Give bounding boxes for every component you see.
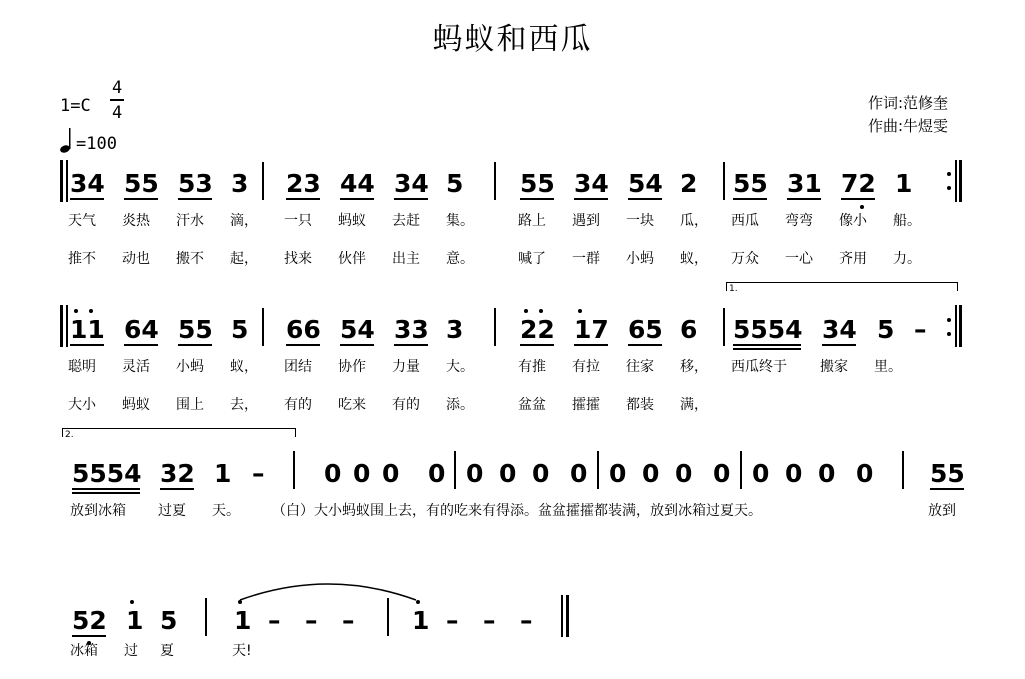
lyric: 往家	[626, 359, 654, 375]
barline	[723, 308, 725, 346]
lyric: 遇到	[572, 213, 600, 229]
rest: 0	[818, 459, 836, 488]
note: 53	[178, 169, 213, 198]
lyric: 添。	[446, 397, 474, 413]
lyric: 过夏	[158, 503, 186, 519]
lyric: 盆盆	[518, 397, 546, 413]
note: 1	[412, 606, 430, 635]
first-ending-label: 1.	[729, 284, 738, 294]
beam	[286, 344, 320, 346]
rest: 0	[642, 459, 660, 488]
note: 2	[680, 169, 698, 198]
beam	[841, 198, 875, 200]
rest: 0	[353, 459, 371, 488]
lyric: 齐用	[839, 251, 867, 267]
lyric: 聪明	[68, 359, 96, 375]
beam	[930, 488, 964, 490]
beam	[160, 488, 194, 490]
lyric: 意。	[446, 251, 474, 267]
note: 6	[680, 315, 698, 344]
lower-octave-dot	[860, 205, 864, 209]
rest: 0	[324, 459, 342, 488]
note: 65	[628, 315, 663, 344]
time-signature-bottom: 4	[112, 103, 123, 123]
beam	[72, 635, 106, 637]
lyric: 弯弯	[785, 213, 813, 229]
note: 64	[124, 315, 159, 344]
lyric: 搬不	[176, 251, 204, 267]
beam	[340, 198, 374, 200]
lyric: 天!	[232, 643, 252, 659]
note: 31	[787, 169, 822, 198]
lyric: 小蚂	[626, 251, 654, 267]
second-ending-bracket	[62, 428, 296, 440]
rest: 0	[785, 459, 803, 488]
lyric: 团结	[284, 359, 312, 375]
upper-octave-dot	[74, 309, 78, 313]
repeat-end-thin-bar	[955, 160, 957, 202]
beam	[70, 198, 104, 200]
beam	[286, 198, 320, 200]
lyric: 一块	[626, 213, 654, 229]
lyricist-credit: 作词:范修奎	[868, 94, 949, 112]
lyric: 里。	[874, 359, 902, 375]
note: 5554	[733, 315, 803, 344]
note: 5	[231, 315, 249, 344]
dash: –	[483, 606, 496, 635]
note: 55	[124, 169, 159, 198]
upper-octave-dot	[524, 309, 528, 313]
barline	[723, 162, 725, 200]
lyric: 瓜，	[680, 213, 708, 229]
barline	[494, 162, 496, 200]
beam	[124, 344, 158, 346]
lyric: 路上	[518, 213, 546, 229]
lyric: 夏	[160, 643, 174, 659]
lyric: 围上	[176, 397, 204, 413]
lyric: 过	[124, 643, 138, 659]
beam	[394, 198, 428, 200]
lyric: 有的	[284, 397, 312, 413]
lyric: 出主	[392, 251, 420, 267]
rest: 0	[609, 459, 627, 488]
first-ending-bracket	[726, 282, 958, 294]
lyric: 有拉	[572, 359, 600, 375]
dash: –	[268, 606, 281, 635]
upper-octave-dot	[539, 309, 543, 313]
lyric: 一心	[785, 251, 813, 267]
rest: 0	[570, 459, 588, 488]
beam	[628, 344, 662, 346]
upper-octave-dot	[89, 309, 93, 313]
note: 34	[574, 169, 609, 198]
final-thin-bar	[561, 595, 563, 637]
note: 1	[214, 459, 232, 488]
barline	[494, 308, 496, 346]
note: 54	[628, 169, 663, 198]
dash: –	[342, 606, 355, 635]
upper-octave-dot	[130, 600, 134, 604]
repeat-start-thick-bar	[60, 160, 63, 202]
barline	[262, 308, 264, 346]
repeat-start-thin-bar	[66, 305, 68, 347]
lyric: 天。	[212, 503, 240, 519]
lyric: 汗水	[176, 213, 204, 229]
lyric: 起，	[230, 251, 258, 267]
repeat-dot	[947, 332, 951, 336]
repeat-end-thick-bar	[959, 160, 962, 202]
lyric: 西瓜终于	[731, 359, 787, 375]
note: 72	[841, 169, 876, 198]
rest: 0	[499, 459, 517, 488]
beam-secondary	[733, 348, 801, 350]
note: 55	[930, 459, 965, 488]
lyric: 小蚂	[176, 359, 204, 375]
note: 5	[877, 315, 895, 344]
key-signature: 1=C	[60, 96, 91, 116]
note: 22	[520, 315, 555, 344]
note: 1	[895, 169, 913, 198]
note: 32	[160, 459, 195, 488]
lyric: 伙伴	[338, 251, 366, 267]
beam	[822, 344, 856, 346]
rest: 0	[532, 459, 550, 488]
note: 55	[520, 169, 555, 198]
beam-secondary	[72, 492, 140, 494]
note: 66	[286, 315, 321, 344]
lyric: 去赶	[392, 213, 420, 229]
lyric: 有的	[392, 397, 420, 413]
note: 54	[340, 315, 375, 344]
note: 3	[231, 169, 249, 198]
upper-octave-dot	[238, 600, 242, 604]
lyric: 滴，	[230, 213, 258, 229]
lyric: 冰箱	[70, 643, 98, 659]
lyric: 放到冰箱	[70, 503, 126, 519]
lyric: 西瓜	[731, 213, 759, 229]
lyric: 动也	[122, 251, 150, 267]
beam	[520, 344, 554, 346]
dash: –	[914, 315, 927, 344]
note: 34	[70, 169, 105, 198]
song-title: 蚂蚁和西瓜	[432, 22, 593, 57]
repeat-end-thin-bar	[955, 305, 957, 347]
lyric: 蚂蚁	[122, 397, 150, 413]
rest: 0	[428, 459, 446, 488]
lyric: 搬家	[820, 359, 848, 375]
lyric: 都装	[626, 397, 654, 413]
lyric: 蚁，	[230, 359, 258, 375]
barline	[902, 451, 904, 489]
spoken-lyric: （白）大小蚂蚁围上去，有的吃来有得添。盆盆攉攉都装满，放到冰箱过夏天。	[272, 503, 762, 519]
quarter-note-icon	[60, 128, 76, 158]
lyric: 力量	[392, 359, 420, 375]
note: 11	[70, 315, 105, 344]
lyric: 一群	[572, 251, 600, 267]
lyric: 找来	[284, 251, 312, 267]
lyric: 炎热	[122, 213, 150, 229]
beam	[340, 344, 374, 346]
beam	[70, 344, 104, 346]
note: 34	[394, 169, 429, 198]
second-ending-label: 2.	[65, 430, 74, 440]
lyric: 吃来	[338, 397, 366, 413]
lyric: 喊了	[518, 251, 546, 267]
lyric: 去，	[230, 397, 258, 413]
lyric: 一只	[284, 213, 312, 229]
lyric: 蚂蚁	[338, 213, 366, 229]
repeat-dot	[947, 318, 951, 322]
note: 34	[822, 315, 857, 344]
barline	[454, 451, 456, 489]
lyric: 有推	[518, 359, 546, 375]
rest: 0	[466, 459, 484, 488]
rest: 0	[713, 459, 731, 488]
lyric: 大。	[446, 359, 474, 375]
note: 17	[574, 315, 609, 344]
note: 5	[160, 606, 178, 635]
lyric: 集。	[446, 213, 474, 229]
repeat-start-thin-bar	[66, 160, 68, 202]
beam	[787, 198, 821, 200]
lyric: 满，	[680, 397, 708, 413]
beam	[394, 344, 428, 346]
composer-credit: 作曲:牛煜雯	[868, 117, 949, 135]
barline	[740, 451, 742, 489]
note: 55	[178, 315, 213, 344]
lyric: 力。	[893, 251, 921, 267]
tie-arc	[236, 574, 426, 602]
beam	[574, 198, 608, 200]
barline	[262, 162, 264, 200]
dash: –	[520, 606, 533, 635]
lyric: 攉攉	[572, 397, 600, 413]
dash: –	[305, 606, 318, 635]
time-signature-line	[110, 99, 124, 101]
lyric: 灵活	[122, 359, 150, 375]
note: 44	[340, 169, 375, 198]
barline	[293, 451, 295, 489]
repeat-dot	[947, 172, 951, 176]
lyric: 放到	[928, 503, 956, 519]
beam	[733, 344, 801, 346]
note: 52	[72, 606, 107, 635]
barline	[387, 598, 389, 636]
barline	[597, 451, 599, 489]
tempo: =100	[76, 134, 117, 154]
time-signature-top: 4	[112, 78, 123, 98]
dash: –	[252, 459, 265, 488]
note: 33	[394, 315, 429, 344]
beam	[124, 198, 158, 200]
lyric: 蚁，	[680, 251, 708, 267]
beam	[628, 198, 662, 200]
beam	[520, 198, 554, 200]
note: 1	[126, 606, 144, 635]
rest: 0	[382, 459, 400, 488]
beam	[178, 344, 212, 346]
dash: –	[446, 606, 459, 635]
repeat-end-thick-bar	[959, 305, 962, 347]
barline	[205, 598, 207, 636]
beam	[178, 198, 212, 200]
note: 5554	[72, 459, 142, 488]
lyric: 推不	[68, 251, 96, 267]
rest: 0	[675, 459, 693, 488]
beam	[72, 488, 140, 490]
rest: 0	[856, 459, 874, 488]
upper-octave-dot	[416, 600, 420, 604]
final-thick-bar	[566, 595, 569, 637]
note: 5	[446, 169, 464, 198]
lyric: 船。	[893, 213, 921, 229]
note: 23	[286, 169, 321, 198]
beam	[733, 198, 767, 200]
lyric: 移，	[680, 359, 708, 375]
note: 1	[234, 606, 252, 635]
repeat-start-thick-bar	[60, 305, 63, 347]
lyric: 大小	[68, 397, 96, 413]
note: 55	[733, 169, 768, 198]
upper-octave-dot	[578, 309, 582, 313]
beam	[574, 344, 608, 346]
rest: 0	[752, 459, 770, 488]
lyric: 像小	[839, 213, 867, 229]
lyric: 协作	[338, 359, 366, 375]
repeat-dot	[947, 186, 951, 190]
note: 3	[446, 315, 464, 344]
lyric: 天气	[68, 213, 96, 229]
lyric: 万众	[731, 251, 759, 267]
